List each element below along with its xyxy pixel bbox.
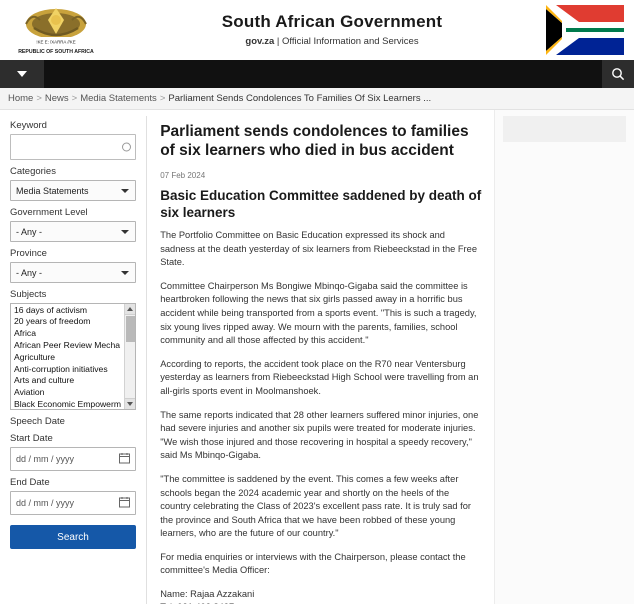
site-title: South African Government (221, 11, 443, 31)
site-subtitle-brand: gov.za (245, 35, 275, 47)
breadcrumb-separator: > (71, 93, 78, 104)
media-contact-block (160, 588, 482, 604)
chevron-down-icon (121, 230, 129, 234)
breadcrumb-separator: > (36, 93, 42, 104)
list-item[interactable]: Black Economic Empowerm (14, 398, 121, 409)
end-date-placeholder: dd / mm / yyyy (16, 498, 75, 508)
breadcrumb (0, 88, 634, 110)
categories-value: Media Statements (16, 185, 89, 196)
site-header (0, 0, 634, 60)
list-item[interactable]: Arts and culture (14, 375, 75, 386)
list-item[interactable]: Agriculture (14, 351, 56, 362)
article-paragraph: For media enquiries or interviews with the Chairperson, please contact the committee's Media Officer: (160, 551, 466, 576)
search-filters-sidebar (0, 110, 146, 549)
right-rail (494, 110, 634, 604)
calendar-icon[interactable] (119, 453, 130, 466)
end-date-input[interactable] (10, 491, 136, 515)
list-item[interactable]: Aviation (14, 387, 45, 398)
list-item[interactable]: 20 years of freedom (14, 316, 91, 327)
article-paragraph: The Portfolio Committee on Basic Education expressed its shock and sadness at the death yesterday of six learners from Riebeeckstad in the Free State. (160, 230, 477, 268)
clear-icon[interactable] (122, 143, 131, 152)
page-title: Parliament sends condolences to families of six learners who died in bus accident (160, 123, 469, 159)
speech-date-label: Speech Date (10, 416, 65, 427)
main-navbar (0, 60, 634, 88)
article-body (146, 110, 494, 604)
start-date-input[interactable] (10, 447, 136, 471)
subjects-label: Subjects (10, 289, 47, 300)
government-level-select[interactable] (10, 221, 136, 242)
government-level-label: Government Level (10, 207, 88, 218)
subjects-listbox[interactable] (10, 303, 136, 410)
scroll-down-icon[interactable] (125, 398, 135, 409)
calendar-icon[interactable] (119, 497, 130, 510)
start-date-label: Start Date (10, 433, 53, 444)
province-label: Province (10, 248, 47, 259)
list-item[interactable]: African Peer Review Mecha (14, 339, 121, 350)
breadcrumb-item-news[interactable]: News (44, 93, 69, 104)
article-paragraph: According to reports, the accident took place on the R70 near Ventersburg yesterday as learners from Riebeeckstad High School were travelling from an all-girls sports event in Moolmanshoek. (160, 358, 479, 396)
article-paragraph: The same reports indicated that 28 other learners suffered minor injuries, one had severe injuries and another six pupils were treated for moderate injuries. "We wish those injured and those recovering in hospital a speedy recovery," said Ms Mbinqo-Gigaba. (160, 409, 479, 461)
site-subtitle (118, 36, 546, 47)
list-item[interactable]: 16 days of activism (14, 304, 88, 315)
breadcrumb-item-current: Parliament Sends Condolences To Families Of Six Learners ... (168, 93, 432, 104)
svg-text:REPUBLIC OF SOUTH AFRICA: REPUBLIC OF SOUTH AFRICA (18, 49, 94, 55)
breadcrumb-item-media-statements[interactable]: Media Statements (80, 93, 157, 104)
page-content (0, 110, 634, 604)
categories-select[interactable] (10, 180, 136, 201)
chevron-down-icon (17, 71, 27, 77)
south-african-flag-icon (546, 5, 624, 55)
start-date-placeholder: dd / mm / yyyy (16, 454, 75, 464)
keyword-label: Keyword (10, 120, 47, 131)
article-date: 07 Feb 2024 (160, 171, 206, 180)
search-icon (611, 67, 625, 81)
province-select[interactable] (10, 262, 136, 283)
article-paragraph: Committee Chairperson Ms Bongiwe Mbinqo-Gigaba said the committee is heartbroken following the news that six girls passed away in a horrific bus accident while being transported from a sports event. "This is such a tragedy, six young lives ripped away. We mourn with the parents, families, school community and all those affected by this accident." (160, 280, 477, 346)
list-item[interactable]: Anti-corruption initiatives (14, 363, 108, 374)
coat-of-arms-icon (6, 4, 118, 56)
categories-label: Categories (10, 166, 56, 177)
scroll-up-icon[interactable] (125, 304, 135, 315)
article-paragraph: "The committee is saddened by the event. This comes a few weeks after schools began the 2024 academic year and shortly on the heels of the country celebrating the Class of 2023's excellent pass rate. It is truly sad for the province and South Africa that we have been robbed of these young learners, who are the future of our country." (160, 473, 472, 539)
article-subheading: Basic Education Committee saddened by death of six learners (160, 188, 482, 220)
chevron-down-icon (121, 189, 129, 193)
chevron-down-icon (121, 271, 129, 275)
rail-placeholder-block (503, 116, 626, 142)
subjects-scrollbar[interactable] (124, 304, 135, 409)
end-date-label: End Date (10, 477, 50, 488)
menu-toggle-button[interactable] (0, 60, 44, 88)
search-button[interactable]: Search (10, 525, 136, 549)
scrollbar-thumb[interactable] (126, 316, 135, 342)
province-value: - Any - (16, 267, 43, 278)
svg-text:!KE E: /XARRA //KE: !KE E: /XARRA //KE (36, 39, 76, 45)
breadcrumb-separator: > (159, 93, 166, 104)
search-toggle-button[interactable] (602, 60, 634, 88)
breadcrumb-item-home[interactable]: Home (8, 93, 34, 104)
contact-name: Name: Rajaa Azzakani (160, 589, 255, 600)
list-item[interactable]: Africa (14, 328, 36, 339)
site-subtitle-rest: | Official Information and Services (276, 35, 419, 47)
government-level-value: - Any - (16, 226, 43, 237)
keyword-input[interactable] (10, 134, 136, 160)
header-titles (118, 12, 546, 47)
